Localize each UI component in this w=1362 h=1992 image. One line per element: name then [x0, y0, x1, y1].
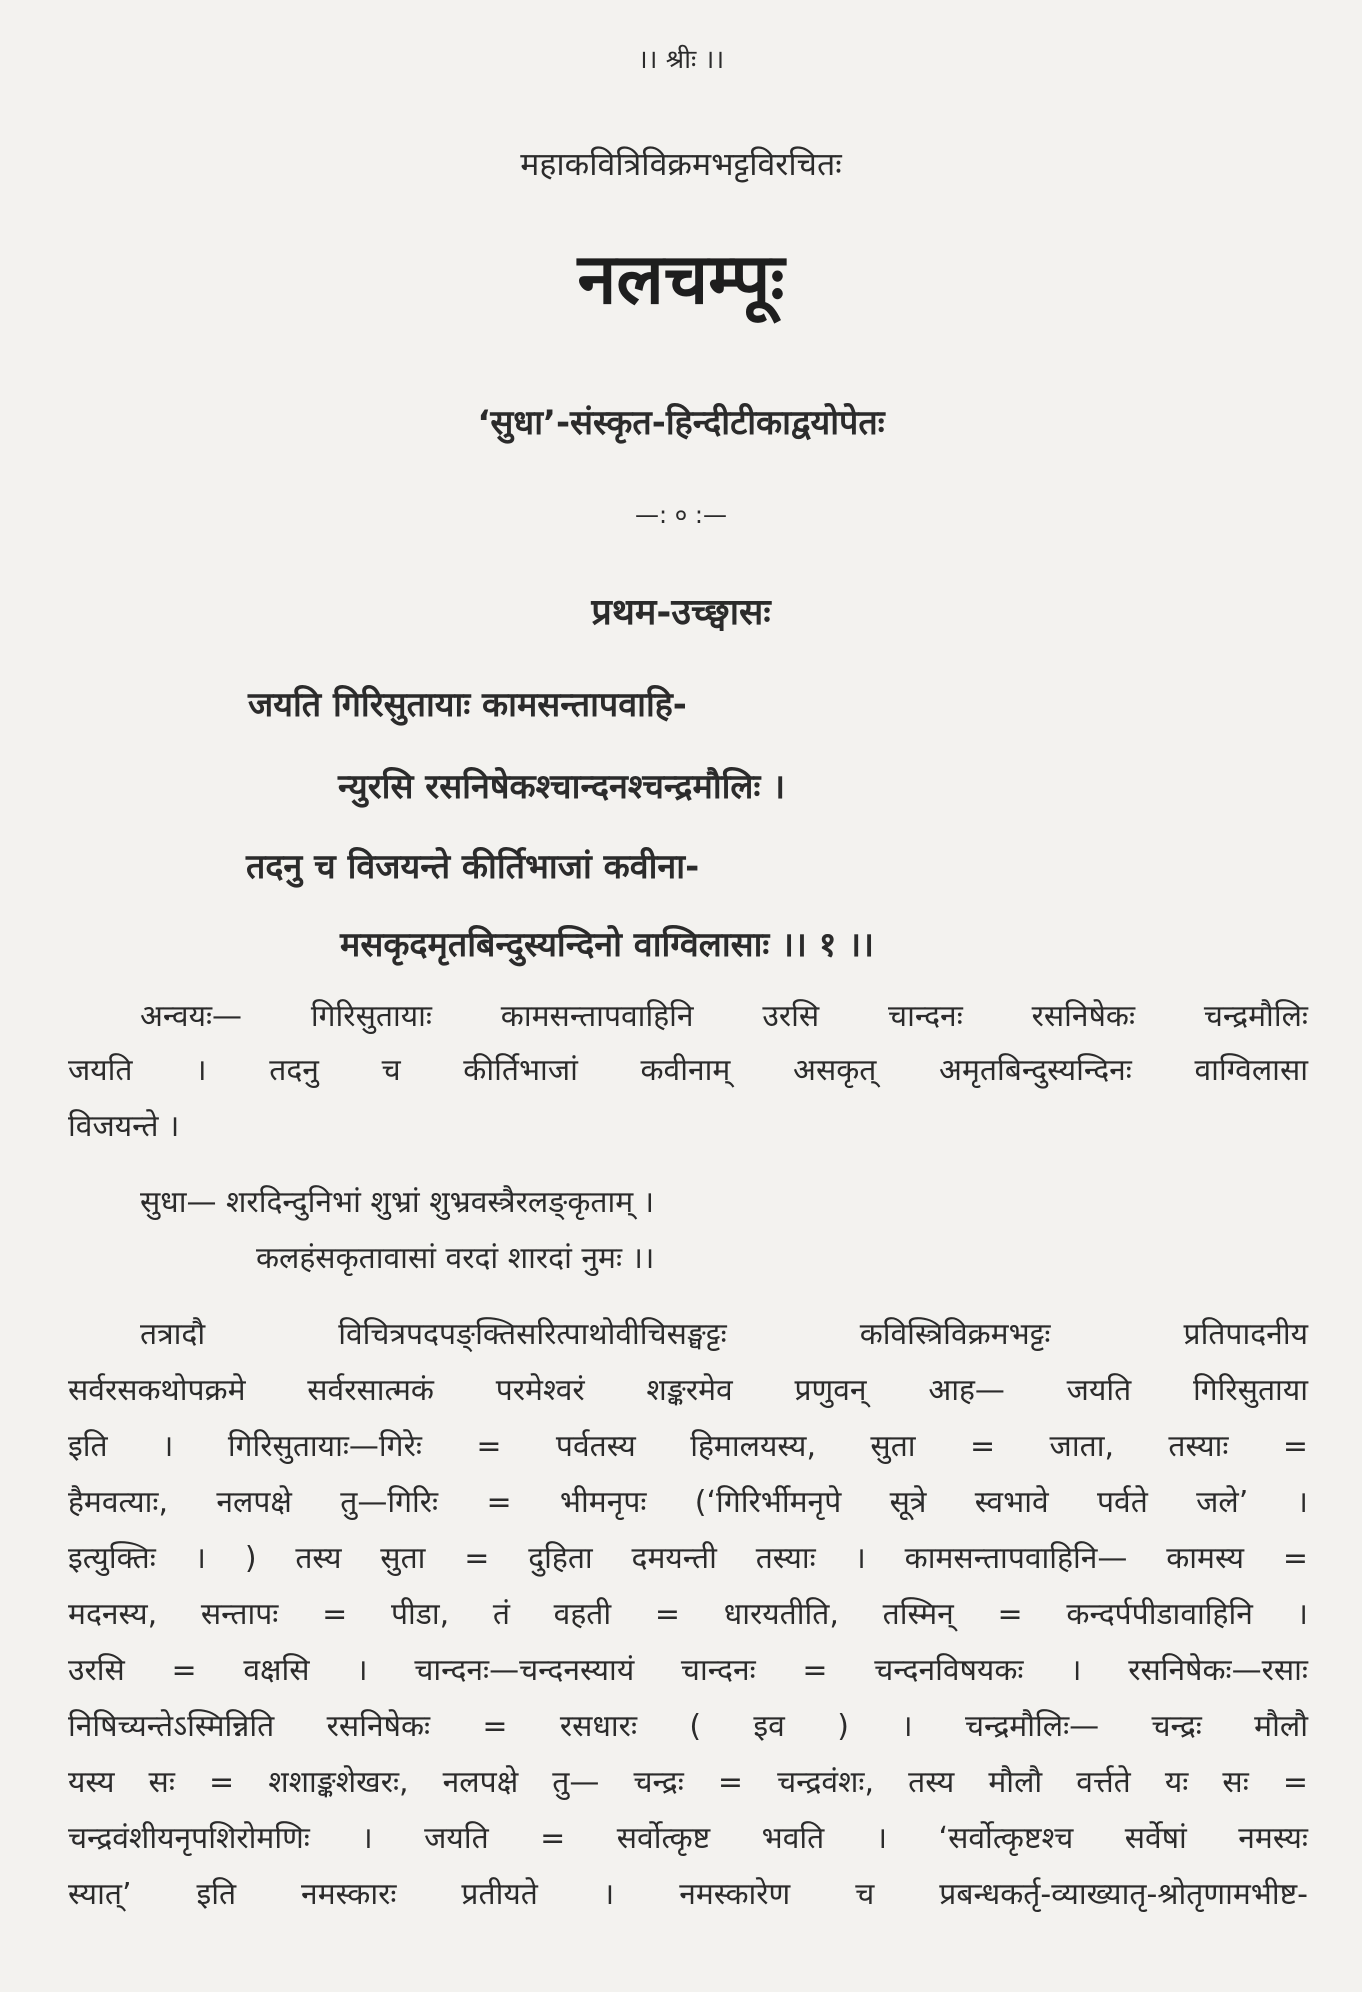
commentary-line: मदनस्य, सन्तापः = पीडा, तं वहती = धारयतीति, तस्मिन् = कन्दर्पपीडावाहिनि । — [68, 1597, 1308, 1632]
ornamental-divider: —: ० :— — [635, 501, 727, 529]
anvaya-line: जयति । तदनु च कीर्तिभाजां कवीनाम् असकृत् अमृतबिन्दुस्यन्दिनः वाग्विलासा — [68, 1053, 1308, 1088]
page-title: नलचम्पूः — [577, 238, 785, 320]
commentary-line: निषिच्यन्तेऽस्मिन्निति रसनिषेकः = रसधारः ( इव ) । चन्द्रमौलिः— चन्द्रः मौलौ — [68, 1709, 1308, 1744]
sudha-verse-line: कलहंसकृतावासां वरदां शारदां नुमः ।। — [256, 1241, 655, 1276]
verse-line: न्युरसि रसनिषेकश्चान्दनश्चन्द्रमौलिः । — [338, 767, 786, 807]
anvaya-line: विजयन्ते । — [68, 1109, 180, 1144]
commentary-line: सर्वरसकथोपक्रमे सर्वरसात्मकं परमेश्वरं शङ्करमेव प्रणुवन् आह— जयति गिरिसुताया — [68, 1373, 1308, 1408]
anvaya-line: अन्वयः— गिरिसुतायाः कामसन्तापवाहिनि उरसि चान्दनः रसनिषेकः चन्द्रमौलिः — [140, 999, 1308, 1034]
author-line: महाकवित्रिविक्रमभट्टविरचितः — [520, 145, 842, 183]
commentary-line: इत्युक्तिः । ) तस्य सुता = दुहिता दमयन्ती तस्याः । कामसन्तापवाहिनि— कामस्य = — [68, 1541, 1308, 1576]
sudha-verse-line: सुधा— शरदिन्दुनिभां शुभ्रां शुभ्रवस्त्रैरलङ्कृताम् । — [140, 1185, 655, 1220]
commentary-line: उरसि = वक्षसि । चान्दनः—चन्दनस्यायं चान्दनः = चन्दनविषयकः । रसनिषेकः—रसाः — [68, 1653, 1308, 1688]
verse-line: तदनु च विजयन्ते कीर्तिभाजां कवीना- — [246, 847, 700, 887]
commentary-line: इति । गिरिसुतायाः—गिरेः = पर्वतस्य हिमालयस्य, सुता = जाता, तस्याः = — [68, 1429, 1308, 1464]
chapter-heading: प्रथम-उच्छ्वासः — [591, 592, 771, 633]
commentary-line: यस्य सः = शशाङ्कशेखरः, नलपक्षे तु— चन्द्रः = चन्द्रवंशः, तस्य मौलौ वर्त्तते यः सः = — [68, 1765, 1308, 1800]
invocation: ।। श्रीः ।। — [637, 45, 725, 75]
commentary-line: चन्द्रवंशीयनृपशिरोमणिः । जयति = सर्वोत्कृष्ट भवति । ‘सर्वोत्कृष्टश्च सर्वेषां नमस्यः — [68, 1821, 1308, 1856]
commentary-line: स्यात्’ इति नमस्कारः प्रतीयते । नमस्कारेण च प्रबन्धकर्तृ-व्याख्यातृ-श्रोतृणामभीष्ट- — [68, 1877, 1308, 1912]
verse-line: जयति गिरिसुतायाः कामसन्तापवाहि- — [248, 685, 687, 725]
subtitle: ‘सुधा’-संस्कृत-हिन्दीटीकाद्वयोपेतः — [477, 403, 885, 443]
commentary-line: तत्रादौ विचित्रपदपङ्क्तिसरित्पाथोवीचिसङ्घट्टः कविस्त्रिविक्रमभट्टः प्रतिपादनीय — [140, 1317, 1308, 1352]
commentary-line: हैमवत्याः, नलपक्षे तु—गिरिः = भीमनृपः (‘गिरिर्भीमनृपे सूत्रे स्वभावे पर्वते जले’ । — [68, 1485, 1308, 1520]
verse-line: मसकृदमृतबिन्दुस्यन्दिनो वाग्विलासाः ।। १ ।। — [340, 925, 875, 965]
